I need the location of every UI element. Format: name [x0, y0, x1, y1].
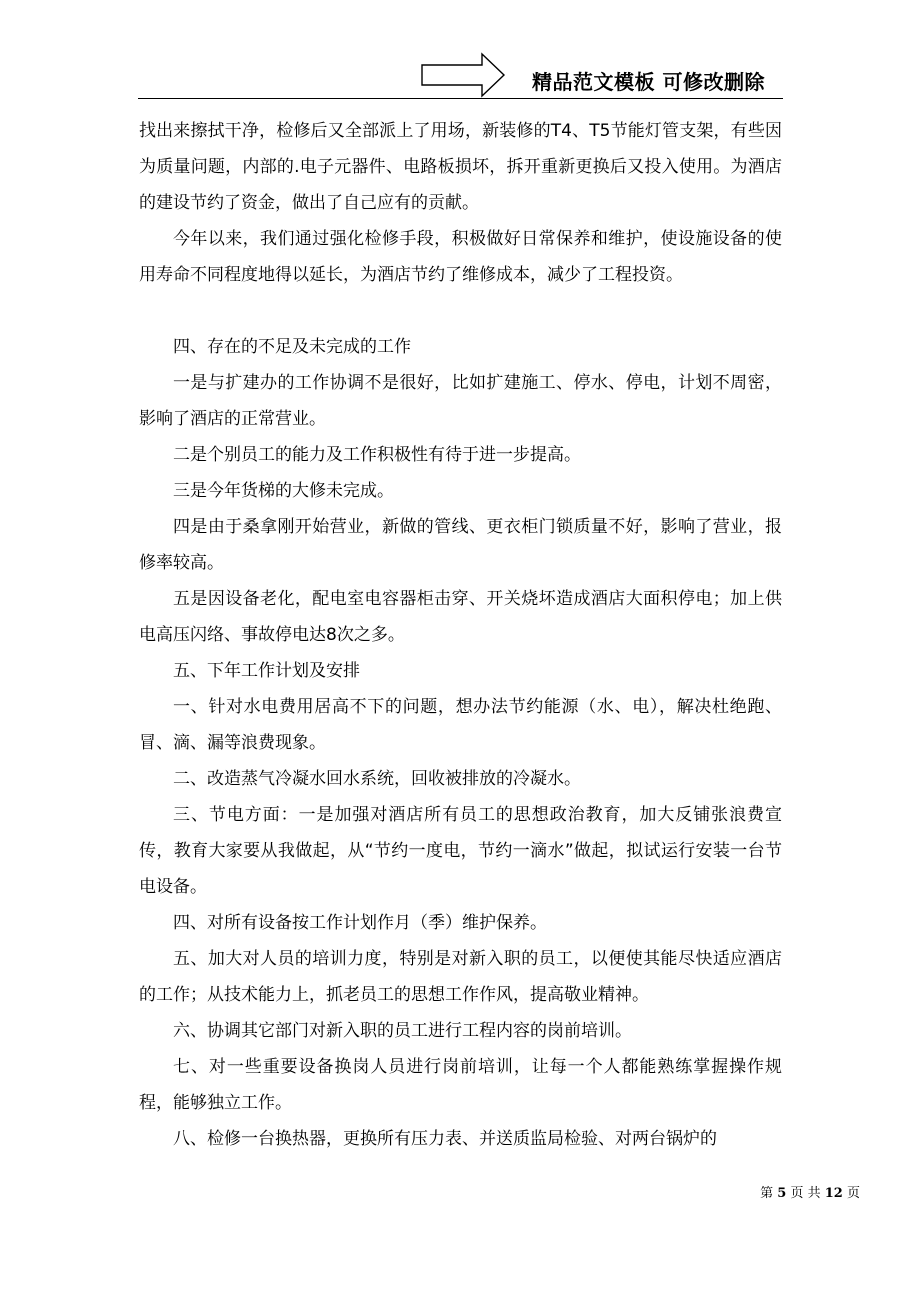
paragraph: 四是由于桑拿刚开始营业，新做的管线、更衣柜门锁质量不好，影响了营业，报修率较高。: [139, 517, 782, 573]
page-label-prefix: 第: [760, 1186, 774, 1201]
paragraph: 五是因设备老化，配电室电容器柜击穿、开关烧坏造成酒店大面积停电；加上供电高压闪络、事故停电达8次之多。: [139, 589, 782, 645]
paragraph: 二是个别员工的能力及工作积极性有待于进一步提高。: [173, 445, 581, 465]
page-number: [760, 1182, 860, 1201]
paragraph: 七、对一些重要设备换岗人员进行岗前培训，让每一个人都能熟练掌握操作规程，能够独立工作。: [139, 1057, 782, 1113]
header-title: 精品范文模板 可修改删除: [532, 70, 765, 94]
arrow-right-icon: [420, 52, 506, 98]
paragraph: 一是与扩建办的工作协调不是很好，比如扩建施工、停水、停电，计划不周密，影响了酒店的正常营业。: [139, 373, 782, 429]
paragraph: 今年以来，我们通过强化检修手段，积极做好日常保养和维护，使设施设备的使用寿命不同程度地得以延长，为酒店节约了维修成本，减少了工程投资。: [139, 229, 782, 285]
paragraph: 六、协调其它部门对新入职的员工进行工程内容的岗前培训。: [173, 1021, 632, 1041]
paragraph: 三是今年货梯的大修未完成。: [173, 481, 394, 501]
current-page: 5: [777, 1186, 787, 1201]
paragraph: 四、对所有设备按工作计划作月（季）维护保养。: [173, 913, 547, 933]
paragraph: 二、改造蒸气冷凝水回水系统，回收被排放的冷凝水。: [173, 769, 581, 789]
page-label-middle: 页 共: [790, 1186, 821, 1201]
paragraph: 三、节电方面：一是加强对酒店所有员工的思想政治教育，加大反铺张浪费宣传，教育大家要从我做起，从“节约一度电，节约一滴水”做起，拟试运行安装一台节电设备。: [139, 805, 782, 897]
page-label-suffix: 页: [846, 1186, 860, 1201]
section-heading: 五、下年工作计划及安排: [173, 661, 360, 681]
paragraph: 五、加大对人员的培训力度，特别是对新入职的员工，以便使其能尽快适应酒店的工作；从技术能力上，抓老员工的思想工作作风，提高敬业精神。: [139, 949, 782, 1005]
page-header: [0, 0, 920, 100]
paragraph: 找出来擦拭干净，检修后又全部派上了用场，新装修的T4、T5节能灯管支架，有些因为质量问题，内部的.电子元器件、电路板损坏，拆开重新更换后又投入使用。为酒店的建设节约了资金，做出了自己应有的贡献。: [139, 121, 782, 213]
header-divider: [138, 98, 783, 99]
paragraph: 八、检修一台换热器，更换所有压力表、并送质监局检验、对两台锅炉的: [173, 1129, 717, 1149]
document-body: [139, 113, 782, 1157]
blank-line: [139, 293, 782, 329]
total-pages: 12: [824, 1186, 843, 1201]
paragraph: 一、针对水电费用居高不下的问题，想办法节约能源（水、电），解决杜绝跑、冒、滴、漏等浪费现象。: [139, 697, 782, 753]
section-heading: 四、存在的不足及未完成的工作: [173, 337, 411, 357]
